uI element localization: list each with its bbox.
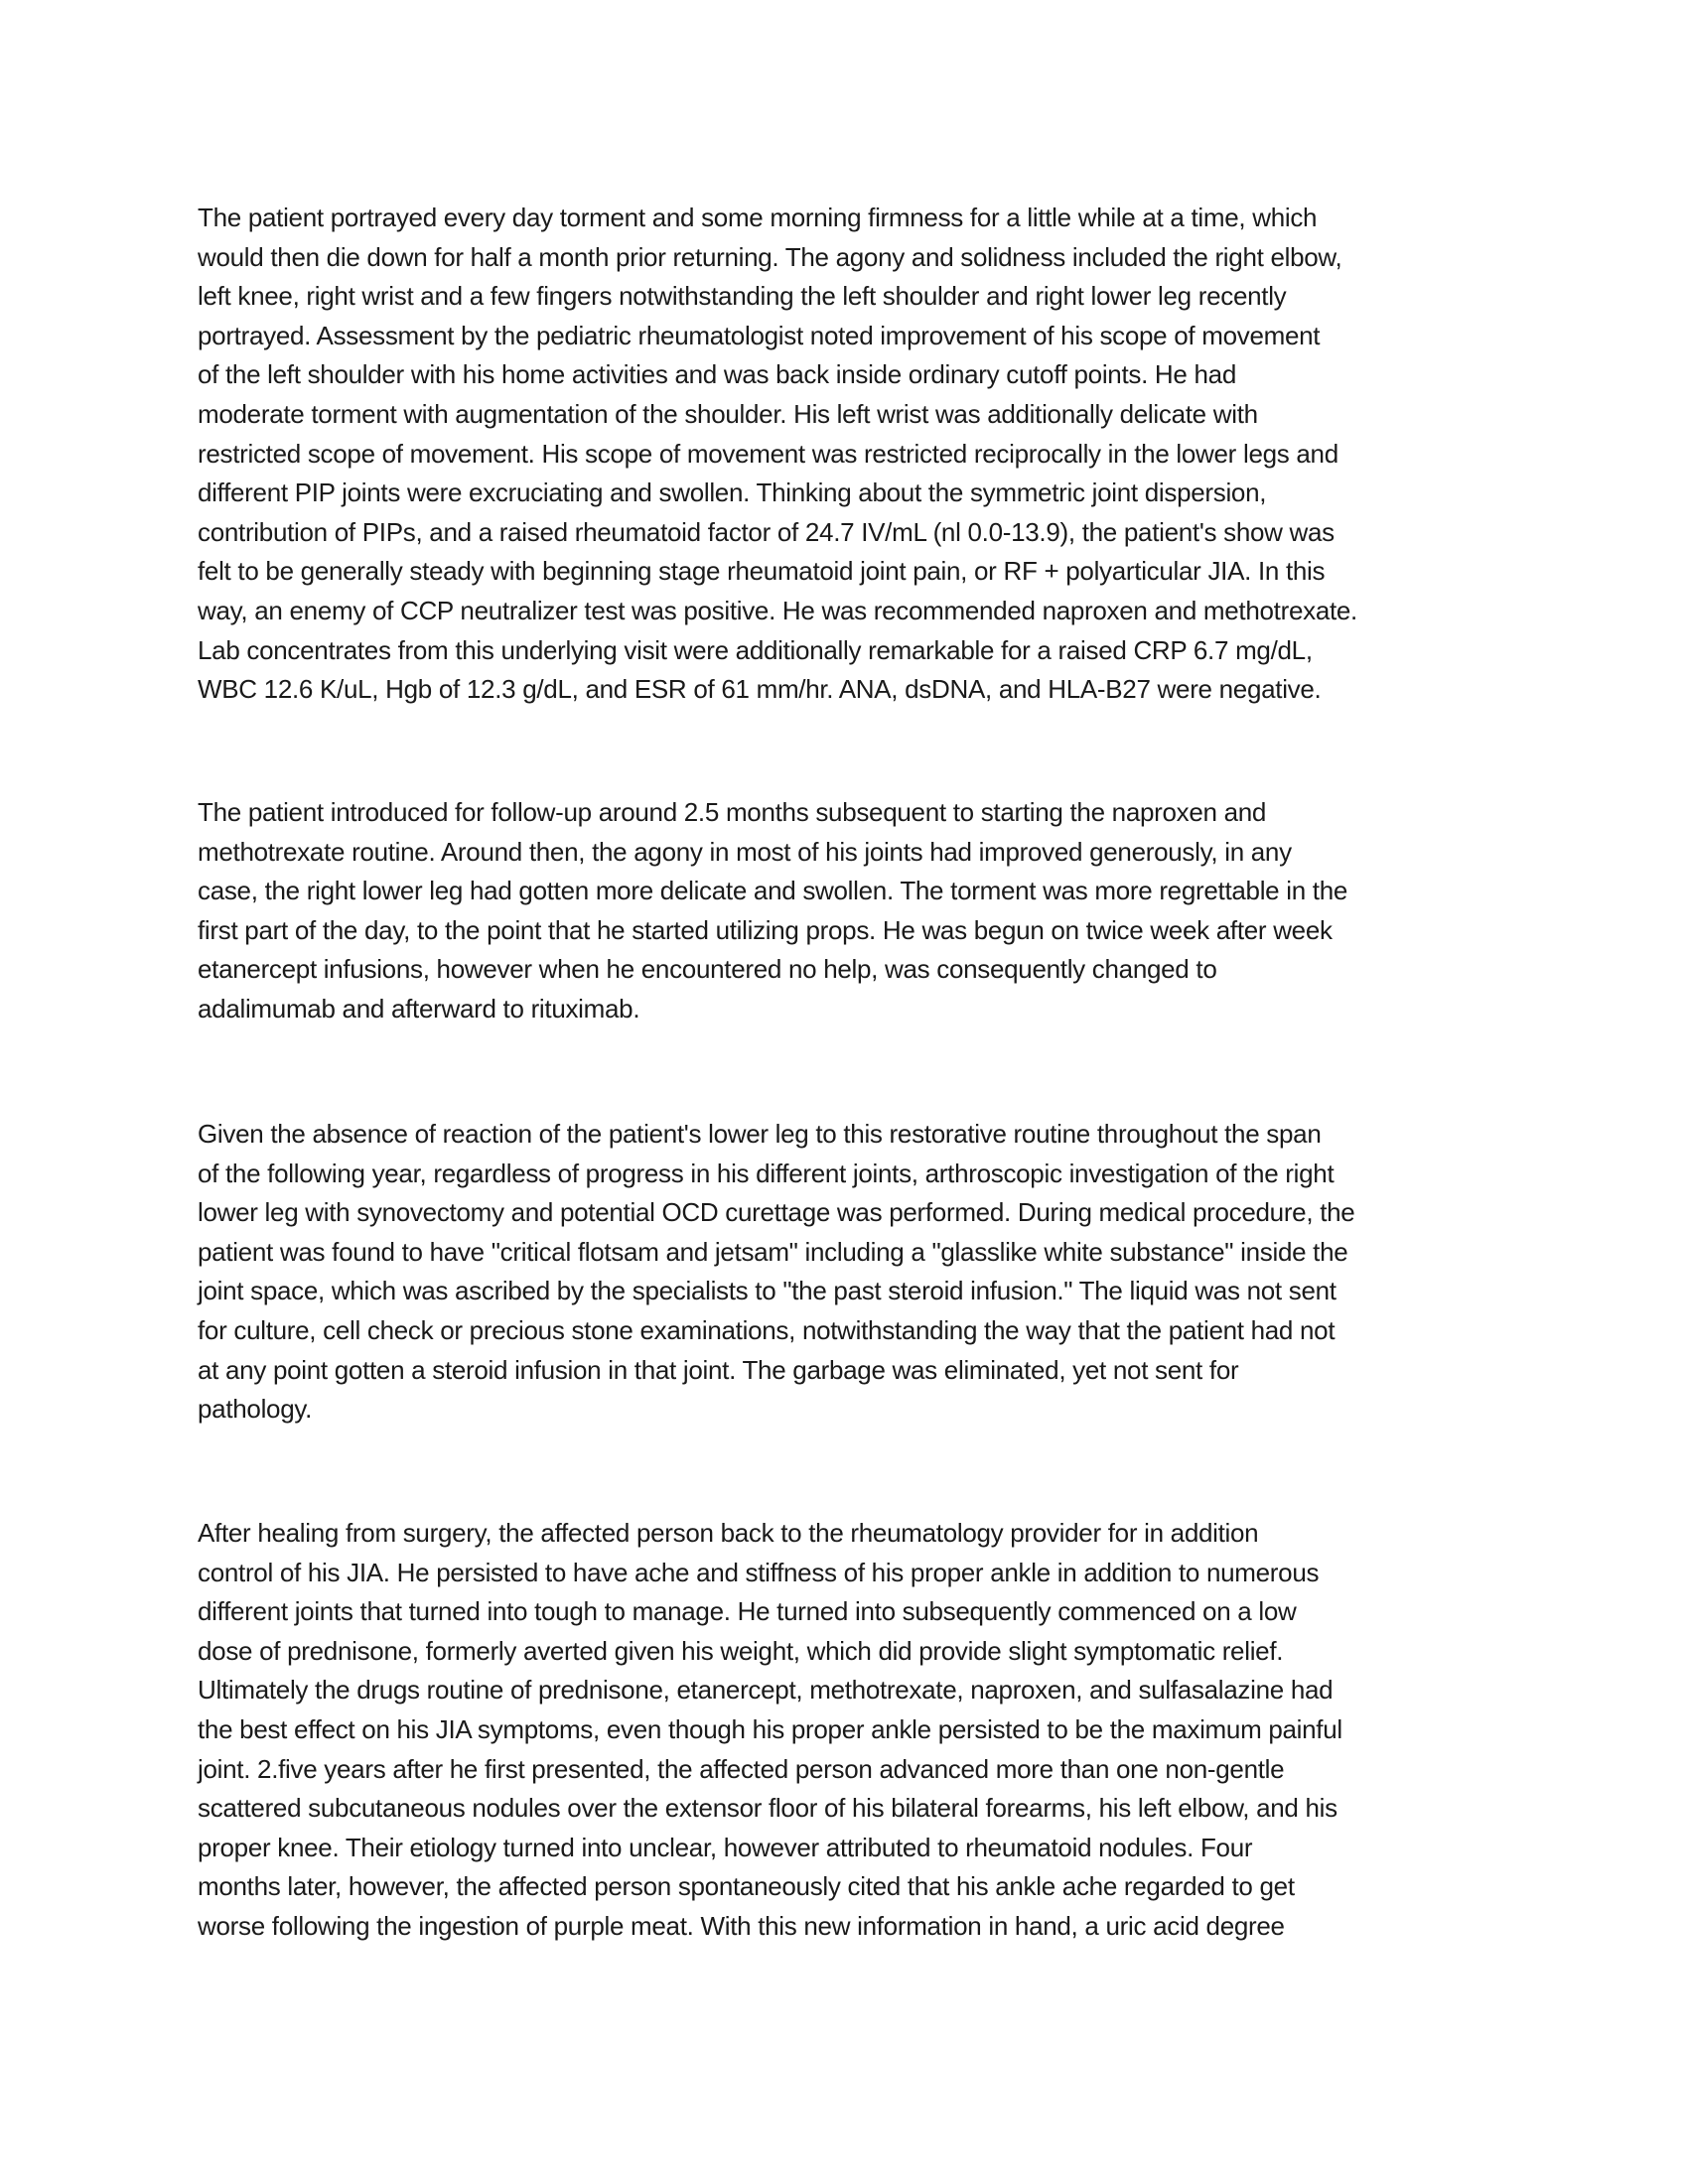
text-line: left knee, right wrist and a few fingers notwithstanding the left shoulder and right lower leg recently [198,281,1287,312]
text-line: control of his JIA. He persisted to have ache and stiffness of his proper ankle in addition to numerous [198,1557,1320,1587]
text-line: Lab concentrates from this underlying visit were additionally remarkable for a raised CRP 6.7 mg/dL, [198,634,1313,665]
text-line: the best effect on his JIA symptoms, even though his proper ankle persisted to be the maximum painful [198,1713,1342,1744]
text-line: case, the right lower leg had gotten more delicate and swollen. The torment was more regrettable in the [198,876,1348,906]
text-line: for culture, cell check or precious stone examinations, notwithstanding the way that the patient had not [198,1314,1336,1345]
text-line: way, an enemy of CCP neutralizer test was positive. He was recommended naproxen and methotrexate. [198,595,1357,625]
paragraph-arthroscopy [198,1115,1508,1430]
text-line: of the left shoulder with his home activities and was back inside ordinary cutoff points. He had [198,359,1236,390]
text-line: dose of prednisone, formerly averted given his weight, which did provide slight symptomatic relief. [198,1635,1284,1666]
text-line: contribution of PIPs, and a raised rheumatoid factor of 24.7 IV/mL (nl 0.0-13.9), the patient's show was [198,516,1335,547]
text-line: moderate torment with augmentation of the shoulder. His left wrist was additionally delicate with [198,398,1258,429]
text-line: adalimumab and afterward to rituximab. [198,993,640,1024]
text-line: of the following year, regardless of progress in his different joints, arthroscopic investigation of the right [198,1158,1335,1188]
text-line: months later, however, the affected person spontaneously cited that his ankle ache regarded to get [198,1871,1295,1902]
text-line: at any point gotten a steroid infusion in that joint. The garbage was eliminated, yet not sent for [198,1354,1239,1385]
text-line: methotrexate routine. Around then, the agony in most of his joints had improved generously, in any [198,836,1292,867]
paragraph-post-surgery [198,1514,1508,1947]
text-line: worse following the ingestion of purple meat. With this new information in hand, a uric acid degree [198,1910,1285,1941]
text-line: joint space, which was ascribed by the specialists to "the past steroid infusion." The liquid was not sent [198,1276,1336,1306]
text-line: proper knee. Their etiology turned into unclear, however attributed to rheumatoid nodules. Four [198,1832,1253,1862]
text-line: different joints that turned into tough to manage. He turned into subsequently commenced on a low [198,1596,1297,1627]
text-line: would then die down for half a month prior returning. The agony and solidness included the right elbow, [198,241,1342,272]
text-line: After healing from surgery, the affected person back to the rheumatology provider for in addition [198,1518,1259,1548]
paragraph-initial-presentation [198,199,1508,710]
text-line: different PIP joints were excruciating and swollen. Thinking about the symmetric joint dispersion, [198,478,1267,508]
text-line: patient was found to have "critical flotsam and jetsam" including a "glasslike white substance" inside the [198,1236,1348,1267]
text-line: Given the absence of reaction of the patient's lower leg to this restorative routine throughout the span [198,1119,1322,1149]
text-line: Ultimately the drugs routine of prednisone, etanercept, methotrexate, naproxen, and sulfasalazine had [198,1675,1334,1706]
text-line: WBC 12.6 K/uL, Hgb of 12.3 g/dL, and ESR of 61 mm/hr. ANA, dsDNA, and HLA-B27 were negative. [198,674,1322,705]
text-line: felt to be generally steady with beginning stage rheumatoid joint pain, or RF + polyarticular JIA. In this [198,556,1326,587]
text-line: etanercept infusions, however when he encountered no help, was consequently changed to [198,954,1217,985]
text-line: portrayed. Assessment by the pediatric rheumatologist noted improvement of his scope of movement [198,320,1321,350]
text-line: joint. 2.five years after he first presented, the affected person advanced more than one non-gentle [198,1753,1285,1784]
paragraph-follow-up [198,793,1508,1029]
text-line: pathology. [198,1394,313,1425]
text-line: The patient introduced for follow-up around 2.5 months subsequent to starting the naproxen and [198,797,1267,827]
text-line: restricted scope of movement. His scope of movement was restricted reciprocally in the lower legs and [198,438,1338,469]
text-line: The patient portrayed every day torment and some morning firmness for a little while at a time, which [198,203,1318,232]
text-line: lower leg with synovectomy and potential OCD curettage was performed. During medical procedure, the [198,1197,1355,1228]
text-line: scattered subcutaneous nodules over the extensor floor of his bilateral forearms, his left elbow, and his [198,1793,1337,1824]
text-line: first part of the day, to the point that he started utilizing props. He was begun on twice week after week [198,914,1333,945]
